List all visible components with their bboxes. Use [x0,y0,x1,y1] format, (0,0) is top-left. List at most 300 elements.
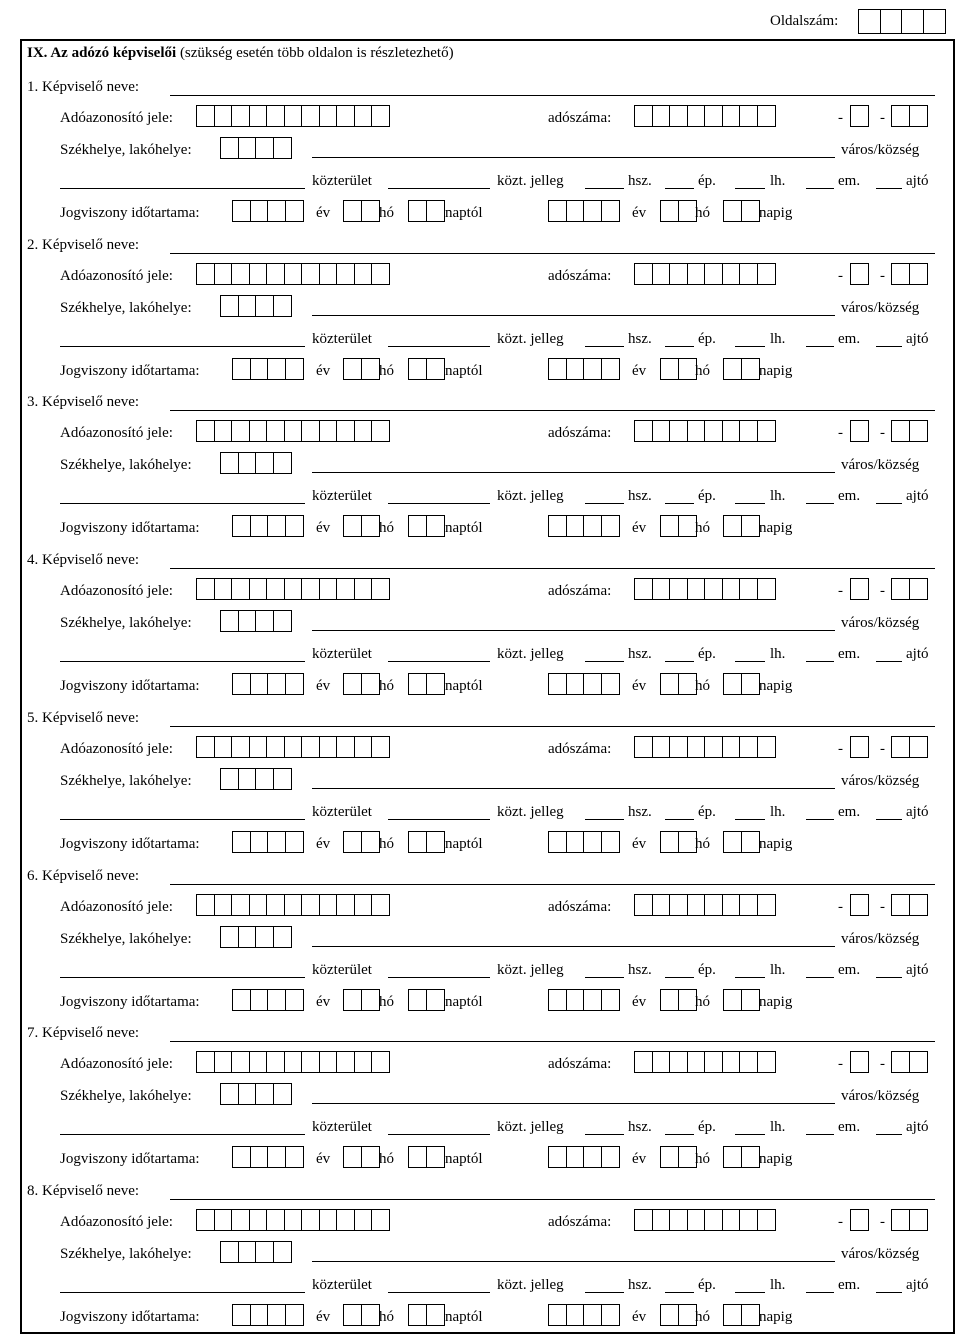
floor-field[interactable] [806,1134,834,1135]
postal-code-boxes-digit[interactable] [255,610,274,632]
postal-code-boxes[interactable] [220,452,290,474]
postal-code-boxes-digit[interactable] [238,1083,257,1105]
postal-code-boxes-digit[interactable] [273,295,292,317]
tax-number-main-boxes-digit[interactable] [704,105,723,127]
street-field[interactable] [60,1134,305,1135]
tax-number-main-boxes[interactable] [634,894,774,916]
from-day-boxes[interactable] [408,358,443,380]
tax-id-boxes-digit[interactable] [336,420,355,442]
to-day-boxes-digit[interactable] [741,831,760,853]
tax-number-main-boxes-digit[interactable] [634,1051,653,1073]
rep-name-field[interactable] [170,1041,935,1042]
to-month-boxes[interactable] [660,515,695,537]
tax-id-boxes-digit[interactable] [249,263,268,285]
tax-id-boxes-digit[interactable] [336,1209,355,1231]
tax-number-county-boxes-digit[interactable] [891,736,910,758]
tax-number-main-boxes-digit[interactable] [652,1051,671,1073]
tax-number-main-boxes-digit[interactable] [739,105,758,127]
from-year-boxes-digit[interactable] [232,200,251,222]
to-day-boxes-digit[interactable] [741,673,760,695]
from-year-boxes[interactable] [232,1146,302,1168]
to-month-boxes-digit[interactable] [660,673,679,695]
house-no-field[interactable] [585,1292,624,1293]
tax-number-main-boxes-digit[interactable] [722,736,741,758]
tax-id-boxes-digit[interactable] [196,420,215,442]
tax-id-boxes-digit[interactable] [214,578,233,600]
to-year-boxes-digit[interactable] [566,200,585,222]
tax-id-boxes-digit[interactable] [249,1051,268,1073]
floor-field[interactable] [806,188,834,189]
from-month-boxes-digit[interactable] [361,673,380,695]
to-year-boxes-digit[interactable] [601,831,620,853]
to-year-boxes-digit[interactable] [583,358,602,380]
tax-number-county-boxes-digit[interactable] [909,1209,928,1231]
city-field[interactable] [312,315,835,316]
to-month-boxes-digit[interactable] [678,989,697,1011]
tax-number-main-boxes-digit[interactable] [669,578,688,600]
tax-id-boxes-digit[interactable] [354,1209,373,1231]
tax-id-boxes[interactable] [196,894,389,916]
from-day-boxes[interactable] [408,673,443,695]
tax-number-county-boxes-digit[interactable] [891,1209,910,1231]
from-month-boxes-digit[interactable] [343,989,362,1011]
postal-code-boxes-digit[interactable] [220,295,239,317]
house-no-field[interactable] [585,346,624,347]
from-month-boxes-digit[interactable] [343,831,362,853]
building-field[interactable] [665,346,694,347]
door-field[interactable] [876,188,902,189]
tax-number-county-boxes-digit[interactable] [891,420,910,442]
postal-code-boxes-digit[interactable] [238,452,257,474]
staircase-field[interactable] [735,661,765,662]
tax-number-main-boxes-digit[interactable] [722,1051,741,1073]
tax-id-boxes-digit[interactable] [249,578,268,600]
tax-id-boxes-digit[interactable] [371,894,390,916]
from-year-boxes-digit[interactable] [285,673,304,695]
tax-number-main-boxes-digit[interactable] [722,263,741,285]
to-day-boxes-digit[interactable] [723,1304,742,1326]
tax-id-boxes-digit[interactable] [231,736,250,758]
tax-id-boxes-digit[interactable] [354,578,373,600]
tax-number-county-boxes-digit[interactable] [891,263,910,285]
tax-number-main-boxes-digit[interactable] [704,1209,723,1231]
tax-id-boxes-digit[interactable] [231,1051,250,1073]
tax-id-boxes[interactable] [196,736,389,758]
from-day-boxes-digit[interactable] [426,989,445,1011]
tax-number-main-boxes-digit[interactable] [739,1209,758,1231]
to-month-boxes[interactable] [660,1146,695,1168]
tax-id-boxes-digit[interactable] [196,894,215,916]
to-year-boxes-digit[interactable] [548,358,567,380]
postal-code-boxes-digit[interactable] [220,768,239,790]
rep-name-field[interactable] [170,568,935,569]
postal-code-boxes-digit[interactable] [238,926,257,948]
postal-code-boxes[interactable] [220,1083,290,1105]
tax-number-main-boxes-digit[interactable] [739,894,758,916]
tax-id-boxes-digit[interactable] [249,894,268,916]
tax-number-main-boxes-digit[interactable] [757,578,776,600]
to-year-boxes-digit[interactable] [583,989,602,1011]
from-month-boxes[interactable] [343,1304,378,1326]
tax-id-boxes-digit[interactable] [284,263,303,285]
to-month-boxes-digit[interactable] [678,200,697,222]
from-year-boxes-digit[interactable] [250,989,269,1011]
building-field[interactable] [665,1134,694,1135]
tax-number-county-boxes[interactable] [891,263,926,285]
tax-number-main-boxes-digit[interactable] [704,736,723,758]
tax-id-boxes[interactable] [196,420,389,442]
tax-id-boxes-digit[interactable] [266,1051,285,1073]
tax-id-boxes-digit[interactable] [266,736,285,758]
tax-number-main-boxes-digit[interactable] [722,578,741,600]
tax-id-boxes-digit[interactable] [249,736,268,758]
tax-number-county-boxes-digit[interactable] [909,420,928,442]
tax-number-vat-box-digit[interactable] [850,1051,869,1073]
tax-id-boxes-digit[interactable] [284,1209,303,1231]
tax-number-main-boxes-digit[interactable] [704,263,723,285]
tax-number-vat-box[interactable] [850,1051,868,1073]
from-month-boxes-digit[interactable] [343,1146,362,1168]
from-month-boxes-digit[interactable] [343,515,362,537]
from-year-boxes-digit[interactable] [250,1146,269,1168]
to-day-boxes[interactable] [723,1304,758,1326]
street-field[interactable] [60,977,305,978]
tax-number-main-boxes-digit[interactable] [687,578,706,600]
to-day-boxes-digit[interactable] [723,831,742,853]
tax-number-vat-box-digit[interactable] [850,1209,869,1231]
tax-id-boxes-digit[interactable] [301,1051,320,1073]
from-year-boxes-digit[interactable] [250,673,269,695]
to-year-boxes[interactable] [548,831,618,853]
from-year-boxes-digit[interactable] [267,1146,286,1168]
to-year-boxes-digit[interactable] [566,989,585,1011]
tax-id-boxes-digit[interactable] [319,736,338,758]
postal-code-boxes-digit[interactable] [238,610,257,632]
building-field[interactable] [665,1292,694,1293]
to-month-boxes-digit[interactable] [660,1304,679,1326]
from-month-boxes-digit[interactable] [343,200,362,222]
postal-code-boxes[interactable] [220,610,290,632]
tax-id-boxes-digit[interactable] [354,1051,373,1073]
tax-number-main-boxes-digit[interactable] [722,420,741,442]
to-day-boxes[interactable] [723,989,758,1011]
tax-number-vat-box[interactable] [850,736,868,758]
to-year-boxes-digit[interactable] [601,358,620,380]
tax-id-boxes-digit[interactable] [371,1051,390,1073]
to-year-boxes-digit[interactable] [566,673,585,695]
to-day-boxes-digit[interactable] [741,358,760,380]
rep-name-field[interactable] [170,884,935,885]
from-day-boxes-digit[interactable] [408,515,427,537]
to-day-boxes[interactable] [723,515,758,537]
to-month-boxes[interactable] [660,831,695,853]
tax-id-boxes-digit[interactable] [319,263,338,285]
door-field[interactable] [876,977,902,978]
to-month-boxes-digit[interactable] [660,831,679,853]
from-month-boxes-digit[interactable] [361,515,380,537]
tax-number-vat-box[interactable] [850,578,868,600]
from-year-boxes-digit[interactable] [267,515,286,537]
to-year-boxes[interactable] [548,1146,618,1168]
from-year-boxes[interactable] [232,358,302,380]
street-type-field[interactable] [388,1292,490,1293]
building-field[interactable] [665,661,694,662]
to-day-boxes-digit[interactable] [723,358,742,380]
street-field[interactable] [60,346,305,347]
postal-code-boxes[interactable] [220,295,290,317]
tax-id-boxes-digit[interactable] [214,736,233,758]
tax-number-main-boxes-digit[interactable] [652,420,671,442]
tax-number-main-boxes-digit[interactable] [669,1051,688,1073]
tax-number-main-boxes-digit[interactable] [722,1209,741,1231]
tax-number-main-boxes-digit[interactable] [652,263,671,285]
tax-number-main-boxes[interactable] [634,420,774,442]
from-day-boxes-digit[interactable] [408,989,427,1011]
to-year-boxes-digit[interactable] [583,515,602,537]
to-day-boxes-digit[interactable] [741,200,760,222]
tax-id-boxes-digit[interactable] [266,578,285,600]
city-field[interactable] [312,1261,835,1262]
from-day-boxes-digit[interactable] [426,1304,445,1326]
from-month-boxes-digit[interactable] [361,831,380,853]
to-year-boxes[interactable] [548,1304,618,1326]
staircase-field[interactable] [735,1134,765,1135]
postal-code-boxes-digit[interactable] [255,137,274,159]
tax-number-county-boxes[interactable] [891,105,926,127]
tax-number-county-boxes-digit[interactable] [891,578,910,600]
from-year-boxes[interactable] [232,673,302,695]
from-day-boxes-digit[interactable] [408,831,427,853]
to-year-boxes-digit[interactable] [601,1304,620,1326]
postal-code-boxes-digit[interactable] [220,1241,239,1263]
staircase-field[interactable] [735,188,765,189]
from-day-boxes[interactable] [408,515,443,537]
rep-name-field[interactable] [170,726,935,727]
from-month-boxes[interactable] [343,989,378,1011]
to-day-boxes[interactable] [723,200,758,222]
tax-number-main-boxes-digit[interactable] [704,420,723,442]
from-day-boxes[interactable] [408,831,443,853]
street-type-field[interactable] [388,661,490,662]
tax-id-boxes-digit[interactable] [301,1209,320,1231]
from-year-boxes[interactable] [232,989,302,1011]
tax-id-boxes-digit[interactable] [266,420,285,442]
floor-field[interactable] [806,661,834,662]
street-field[interactable] [60,503,305,504]
to-month-boxes-digit[interactable] [660,989,679,1011]
tax-id-boxes-digit[interactable] [231,1209,250,1231]
floor-field[interactable] [806,977,834,978]
postal-code-boxes-digit[interactable] [220,610,239,632]
from-month-boxes[interactable] [343,831,378,853]
tax-id-boxes-digit[interactable] [249,420,268,442]
tax-number-county-boxes[interactable] [891,420,926,442]
tax-number-main-boxes-digit[interactable] [704,894,723,916]
tax-number-main-boxes-digit[interactable] [739,420,758,442]
to-day-boxes-digit[interactable] [741,515,760,537]
to-day-boxes[interactable] [723,673,758,695]
to-day-boxes-digit[interactable] [723,989,742,1011]
tax-id-boxes-digit[interactable] [231,105,250,127]
to-year-boxes-digit[interactable] [548,673,567,695]
tax-id-boxes-digit[interactable] [354,736,373,758]
tax-id-boxes-digit[interactable] [249,1209,268,1231]
postal-code-boxes-digit[interactable] [255,1241,274,1263]
door-field[interactable] [876,1134,902,1135]
to-year-boxes-digit[interactable] [583,1146,602,1168]
from-year-boxes-digit[interactable] [285,515,304,537]
tax-number-main-boxes-digit[interactable] [739,578,758,600]
from-year-boxes-digit[interactable] [267,200,286,222]
tax-number-vat-box[interactable] [850,1209,868,1231]
tax-number-main-boxes-digit[interactable] [687,736,706,758]
street-type-field[interactable] [388,503,490,504]
postal-code-boxes-digit[interactable] [220,137,239,159]
city-field[interactable] [312,157,835,158]
tax-number-main-boxes-digit[interactable] [757,420,776,442]
from-day-boxes[interactable] [408,1304,443,1326]
door-field[interactable] [876,661,902,662]
tax-id-boxes-digit[interactable] [266,894,285,916]
tax-id-boxes-digit[interactable] [231,263,250,285]
from-year-boxes-digit[interactable] [250,831,269,853]
postal-code-boxes-digit[interactable] [255,768,274,790]
building-field[interactable] [665,977,694,978]
rep-name-field[interactable] [170,253,935,254]
from-year-boxes-digit[interactable] [232,989,251,1011]
tax-id-boxes-digit[interactable] [301,736,320,758]
postal-code-boxes-digit[interactable] [273,1241,292,1263]
tax-number-main-boxes-digit[interactable] [669,1209,688,1231]
tax-id-boxes[interactable] [196,578,389,600]
tax-number-county-boxes-digit[interactable] [909,578,928,600]
tax-id-boxes-digit[interactable] [214,894,233,916]
tax-id-boxes-digit[interactable] [319,578,338,600]
from-year-boxes[interactable] [232,200,302,222]
building-field[interactable] [665,188,694,189]
tax-number-main-boxes[interactable] [634,1051,774,1073]
tax-number-main-boxes-digit[interactable] [669,420,688,442]
postal-code-boxes-digit[interactable] [255,295,274,317]
from-year-boxes-digit[interactable] [250,200,269,222]
tax-id-boxes-digit[interactable] [319,1209,338,1231]
door-field[interactable] [876,346,902,347]
tax-number-main-boxes-digit[interactable] [652,105,671,127]
to-day-boxes-digit[interactable] [723,673,742,695]
from-day-boxes-digit[interactable] [408,200,427,222]
tax-id-boxes-digit[interactable] [214,420,233,442]
tax-number-vat-box[interactable] [850,420,868,442]
tax-number-county-boxes-digit[interactable] [909,1051,928,1073]
from-year-boxes-digit[interactable] [285,831,304,853]
street-field[interactable] [60,1292,305,1293]
to-year-boxes-digit[interactable] [583,673,602,695]
from-day-boxes-digit[interactable] [408,1304,427,1326]
postal-code-boxes[interactable] [220,1241,290,1263]
from-year-boxes[interactable] [232,1304,302,1326]
to-day-boxes[interactable] [723,1146,758,1168]
postal-code-boxes-digit[interactable] [273,137,292,159]
to-day-boxes[interactable] [723,831,758,853]
tax-number-main-boxes-digit[interactable] [722,894,741,916]
floor-field[interactable] [806,1292,834,1293]
tax-id-boxes-digit[interactable] [214,105,233,127]
tax-number-main-boxes-digit[interactable] [704,1051,723,1073]
tax-id-boxes-digit[interactable] [371,578,390,600]
house-no-field[interactable] [585,503,624,504]
tax-number-main-boxes-digit[interactable] [634,420,653,442]
tax-id-boxes-digit[interactable] [371,105,390,127]
tax-number-vat-box-digit[interactable] [850,578,869,600]
tax-id-boxes-digit[interactable] [301,420,320,442]
tax-id-boxes-digit[interactable] [196,105,215,127]
to-month-boxes-digit[interactable] [678,1146,697,1168]
tax-id-boxes-digit[interactable] [336,894,355,916]
house-no-field[interactable] [585,188,624,189]
house-no-field[interactable] [585,661,624,662]
postal-code-boxes[interactable] [220,768,290,790]
street-type-field[interactable] [388,977,490,978]
tax-id-boxes-digit[interactable] [319,105,338,127]
page-number-digit-box[interactable] [858,9,881,34]
tax-number-county-boxes-digit[interactable] [891,894,910,916]
tax-id-boxes-digit[interactable] [231,894,250,916]
to-year-boxes[interactable] [548,200,618,222]
to-year-boxes-digit[interactable] [601,673,620,695]
tax-id-boxes-digit[interactable] [301,894,320,916]
tax-number-main-boxes-digit[interactable] [757,263,776,285]
tax-id-boxes-digit[interactable] [336,736,355,758]
tax-number-main-boxes-digit[interactable] [652,578,671,600]
from-month-boxes-digit[interactable] [361,989,380,1011]
postal-code-boxes-digit[interactable] [273,1083,292,1105]
from-month-boxes-digit[interactable] [361,200,380,222]
from-day-boxes[interactable] [408,989,443,1011]
tax-id-boxes-digit[interactable] [371,1209,390,1231]
from-year-boxes-digit[interactable] [232,1146,251,1168]
from-month-boxes[interactable] [343,358,378,380]
street-field[interactable] [60,819,305,820]
to-year-boxes-digit[interactable] [548,831,567,853]
from-year-boxes-digit[interactable] [232,515,251,537]
tax-number-county-boxes-digit[interactable] [909,894,928,916]
door-field[interactable] [876,1292,902,1293]
house-no-field[interactable] [585,977,624,978]
tax-number-county-boxes[interactable] [891,1209,926,1231]
to-day-boxes-digit[interactable] [741,1304,760,1326]
from-year-boxes-digit[interactable] [285,1304,304,1326]
tax-number-main-boxes-digit[interactable] [652,736,671,758]
tax-id-boxes-digit[interactable] [214,1051,233,1073]
tax-number-county-boxes[interactable] [891,894,926,916]
to-month-boxes-digit[interactable] [660,358,679,380]
tax-number-main-boxes-digit[interactable] [757,105,776,127]
from-day-boxes-digit[interactable] [408,1146,427,1168]
street-type-field[interactable] [388,819,490,820]
street-type-field[interactable] [388,346,490,347]
tax-number-main-boxes-digit[interactable] [722,105,741,127]
floor-field[interactable] [806,503,834,504]
postal-code-boxes-digit[interactable] [255,452,274,474]
to-year-boxes-digit[interactable] [601,200,620,222]
postal-code-boxes-digit[interactable] [238,137,257,159]
from-year-boxes-digit[interactable] [232,831,251,853]
tax-id-boxes-digit[interactable] [336,1051,355,1073]
tax-number-main-boxes-digit[interactable] [634,578,653,600]
tax-id-boxes-digit[interactable] [371,420,390,442]
tax-number-main-boxes-digit[interactable] [739,736,758,758]
tax-number-county-boxes-digit[interactable] [891,1051,910,1073]
